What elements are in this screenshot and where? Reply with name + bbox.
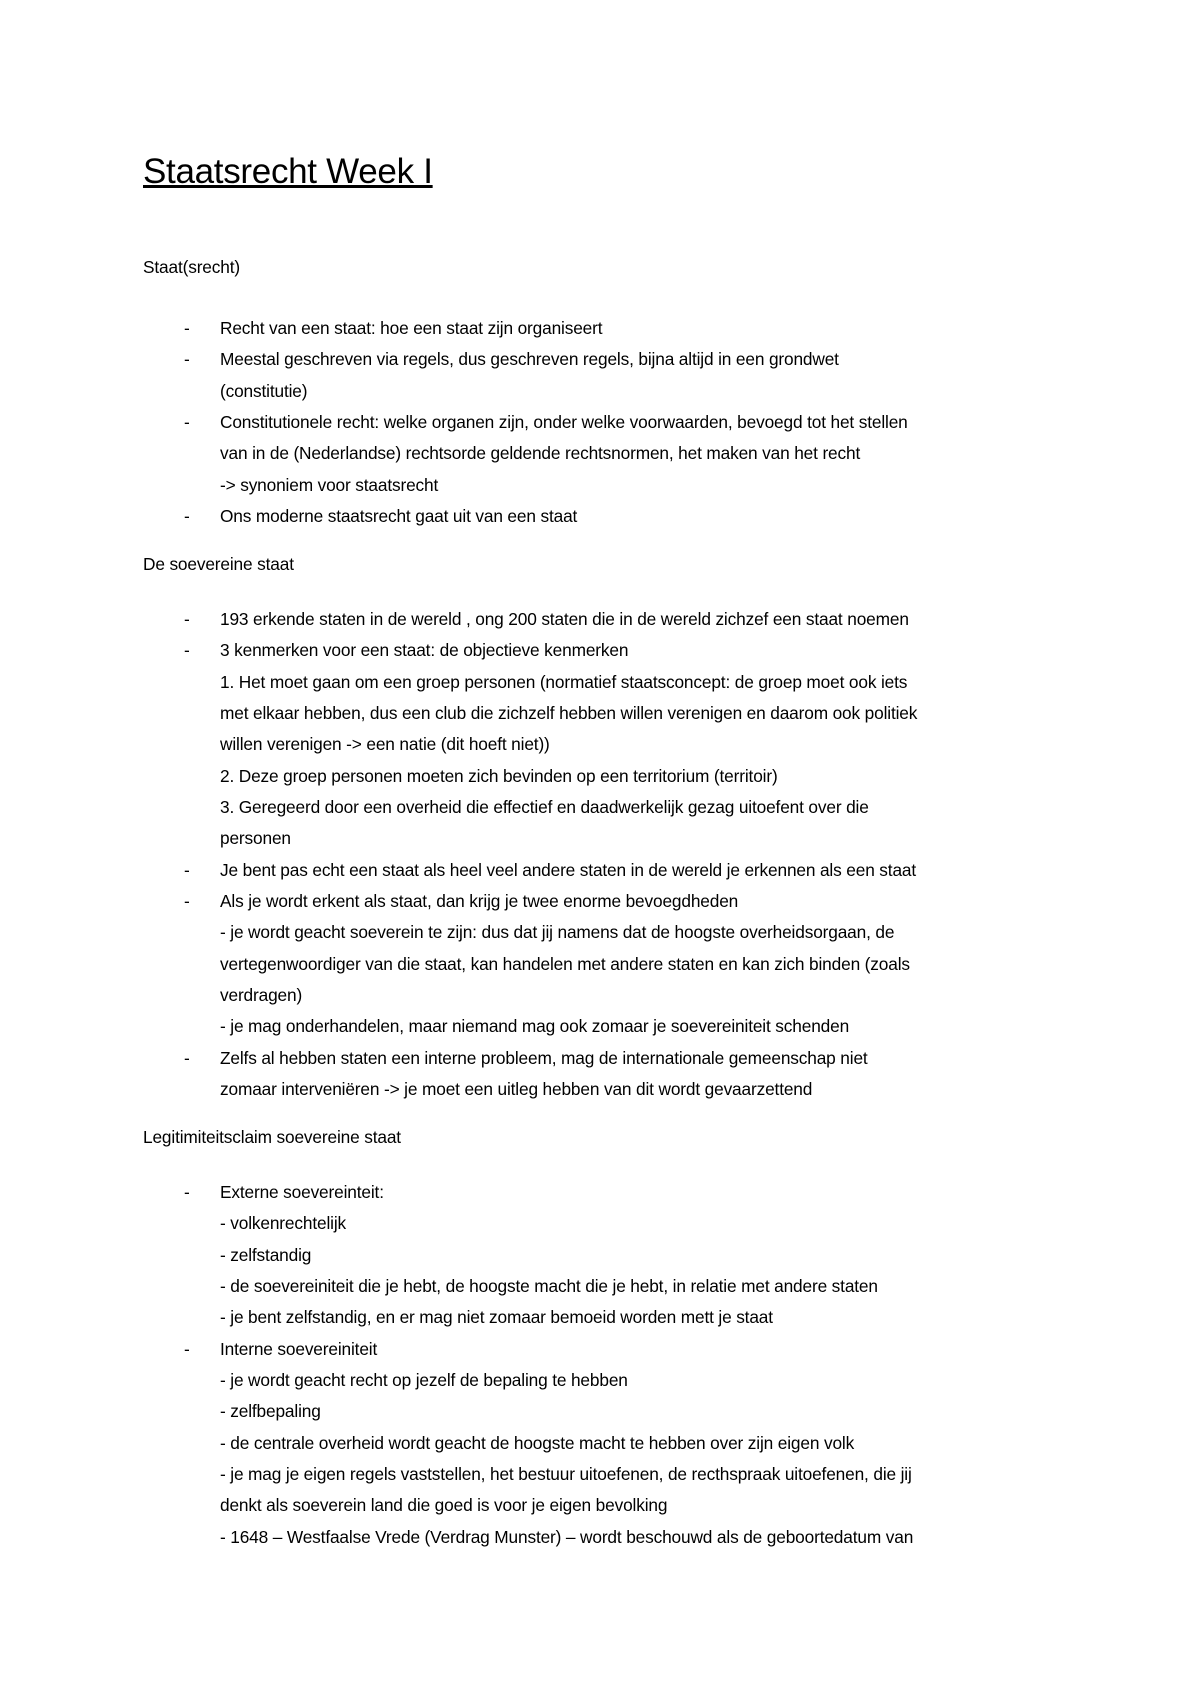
list-item-text: 3 kenmerken voor een staat: de objectieve kenmerken xyxy=(220,640,629,660)
list-item-text: - je wordt geacht recht op jezelf de bepaling te hebben xyxy=(220,1370,628,1390)
bullet-dash: - xyxy=(184,1339,190,1359)
bullet-dash: - xyxy=(184,349,190,369)
list-item-text: - je bent zelfstandig, en er mag niet zomaar bemoeid worden mett je staat xyxy=(220,1307,773,1327)
bullet-dash: - xyxy=(184,1182,190,1202)
section-heading-legitimiteitsclaim: Legitimiteitsclaim soevereine staat xyxy=(143,1127,401,1147)
document-title: Staatsrecht Week I xyxy=(143,152,433,191)
list-item-text: - zelfstandig xyxy=(220,1245,312,1265)
bullet-dash: - xyxy=(184,506,190,526)
list-item-text: Externe soevereinteit: xyxy=(220,1182,384,1202)
list-item-text: -> synoniem voor staatsrecht xyxy=(220,475,439,495)
bullet-dash: - xyxy=(184,1048,190,1068)
bullet-dash: - xyxy=(184,412,190,432)
list-item-text: Recht van een staat: hoe een staat zijn organiseert xyxy=(220,318,603,338)
list-item-text: 3. Geregeerd door een overheid die effectief en daadwerkelijk gezag uitoefent over die xyxy=(220,797,869,817)
list-item-text: - de soevereiniteit die je hebt, de hoogste macht die je hebt, in relatie met andere staten xyxy=(220,1276,878,1296)
bullet-dash: - xyxy=(184,640,190,660)
list-item-text: 2. Deze groep personen moeten zich bevinden op een territorium (territoir) xyxy=(220,766,778,786)
list-item-text: - zelfbepaling xyxy=(220,1401,321,1421)
list-item-text: willen verenigen -> een natie (dit hoeft niet)) xyxy=(220,734,550,754)
list-item-text: - je mag onderhandelen, maar niemand mag ook zomaar je soevereiniteit schenden xyxy=(220,1016,850,1036)
list-item-text: personen xyxy=(220,828,291,848)
section-heading-soevereine-staat: De soevereine staat xyxy=(143,554,294,574)
list-item-text: - je wordt geacht soeverein te zijn: dus dat jij namens dat de hoogste overheidsorgaan, de xyxy=(220,922,895,942)
list-item-text: - je mag je eigen regels vaststellen, het bestuur uitoefenen, de recthspraak uitoefenen, die jij xyxy=(220,1464,912,1484)
list-item-text: denkt als soeverein land die goed is voor je eigen bevolking xyxy=(220,1495,668,1515)
list-item-text: 1. Het moet gaan om een groep personen (normatief staatsconcept: de groep moet ook iets xyxy=(220,672,908,692)
list-item-text: verdragen) xyxy=(220,985,303,1005)
list-item-text: - volkenrechtelijk xyxy=(220,1213,346,1233)
list-item-text: Meestal geschreven via regels, dus geschreven regels, bijna altijd in een grondwet xyxy=(220,349,839,369)
list-item-text: van in de (Nederlandse) rechtsorde geldende rechtsnormen, het maken van het recht xyxy=(220,443,861,463)
list-item-text: Constitutionele recht: welke organen zijn, onder welke voorwaarden, bevoegd tot het stellen xyxy=(220,412,908,432)
list-item-text: Als je wordt erkent als staat, dan krijg je twee enorme bevoegdheden xyxy=(220,891,739,911)
list-item-text: - de centrale overheid wordt geacht de hoogste macht te hebben over zijn eigen volk xyxy=(220,1433,855,1453)
list-item-text: vertegenwoordiger van die staat, kan handelen met andere staten en kan zich binden (zoals xyxy=(220,954,910,974)
bullet-dash: - xyxy=(184,318,190,338)
list-item-text: met elkaar hebben, dus een club die zichzelf hebben willen verenigen en daarom ook politiek xyxy=(220,703,918,723)
list-item-text: Zelfs al hebben staten een interne probleem, mag de internationale gemeenschap niet xyxy=(220,1048,868,1068)
bullet-dash: - xyxy=(184,860,190,880)
list-item-text: 193 erkende staten in de wereld , ong 200 staten die in de wereld zichzef een staat noemen xyxy=(220,609,909,629)
list-item-text: (constitutie) xyxy=(220,381,308,401)
list-item-text: zomaar interveniëren -> je moet een uitleg hebben van dit wordt gevaarzettend xyxy=(220,1079,813,1099)
section-heading-staatsrecht: Staat(srecht) xyxy=(143,257,240,277)
list-item-text: Ons moderne staatsrecht gaat uit van een staat xyxy=(220,506,578,526)
bullet-dash: - xyxy=(184,891,190,911)
list-item-text: Je bent pas echt een staat als heel veel andere staten in de wereld je erkennen als een staat xyxy=(220,860,917,880)
list-item-text: - 1648 – Westfaalse Vrede (Verdrag Munster) – wordt beschouwd als de geboortedatum van xyxy=(220,1527,914,1547)
list-item-text: Interne soevereiniteit xyxy=(220,1339,378,1359)
bullet-dash: - xyxy=(184,609,190,629)
